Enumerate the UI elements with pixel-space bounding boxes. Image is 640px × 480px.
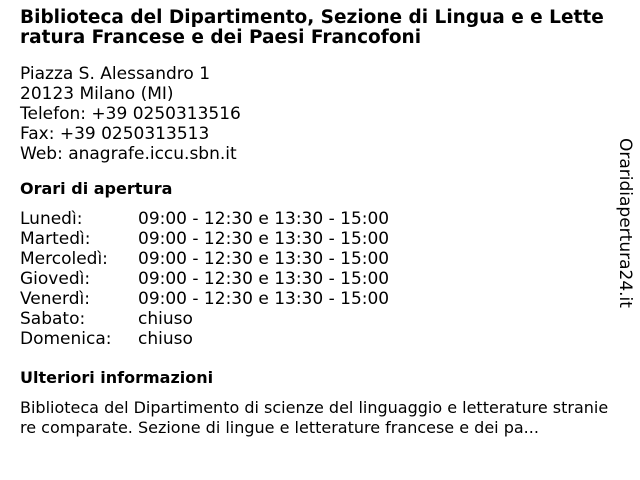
day-label: Sabato: (20, 309, 86, 329)
street-address: Piazza S. Alessandro 1 (20, 64, 211, 84)
time-value: 09:00 - 12:30 e 13:30 - 15:00 (138, 269, 390, 289)
hours-row-tuesday (20, 229, 612, 249)
day-label: Mercoledì: (20, 249, 108, 269)
day-label: Domenica: (20, 329, 112, 349)
opening-hours-heading: Orari di apertura (20, 179, 173, 198)
day-label: Giovedì: (20, 269, 91, 289)
time-value: chiuso (138, 329, 193, 349)
website: Web: anagrafe.iccu.sbn.it (20, 144, 237, 164)
further-info-text: Biblioteca del Dipartimento di scienze del linguaggio e letterature straniere comparate. Sezione di lingue e letterature francese e dei pa... (20, 398, 609, 437)
site-watermark: Oraridiapertura24.it (615, 138, 635, 308)
fax-number: Fax: +39 0250313513 (20, 124, 210, 144)
phone-number: Telefon: +39 0250313516 (20, 104, 241, 124)
hours-row-monday (20, 209, 612, 229)
day-label: Venerdì: (20, 289, 90, 309)
library-info-card (20, 8, 612, 438)
hours-row-sunday (20, 329, 612, 349)
further-info-heading: Ulteriori informazioni (20, 368, 214, 387)
time-value: chiuso (138, 309, 193, 329)
address-block (20, 64, 612, 164)
hours-row-friday (20, 289, 612, 309)
day-label: Martedì: (20, 229, 91, 249)
hours-row-wednesday (20, 249, 612, 269)
day-label: Lunedì: (20, 209, 83, 229)
hours-row-thursday (20, 269, 612, 289)
time-value: 09:00 - 12:30 e 13:30 - 15:00 (138, 289, 390, 309)
opening-hours-table (20, 209, 612, 349)
page-title: Biblioteca del Dipartimento, Sezione di Lingua e e Letteratura Francese e dei Paesi Francofoni (20, 7, 604, 48)
time-value: 09:00 - 12:30 e 13:30 - 15:00 (138, 249, 390, 269)
city-address: 20123 Milano (MI) (20, 84, 174, 104)
hours-row-saturday (20, 309, 612, 329)
time-value: 09:00 - 12:30 e 13:30 - 15:00 (138, 209, 390, 229)
time-value: 09:00 - 12:30 e 13:30 - 15:00 (138, 229, 390, 249)
